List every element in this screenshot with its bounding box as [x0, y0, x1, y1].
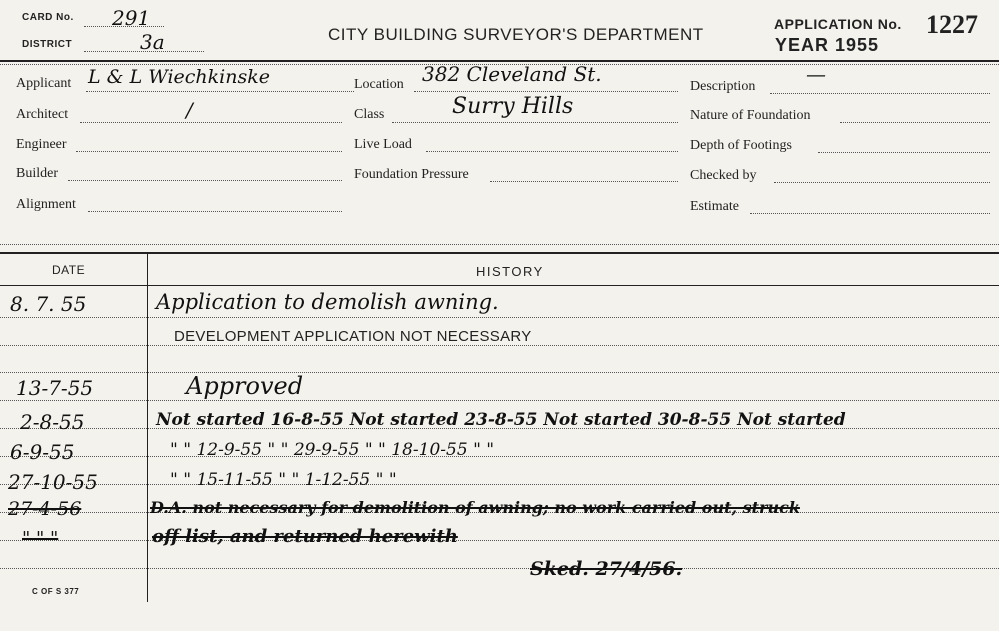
class-label: Class — [354, 107, 385, 122]
history-entry: " " 15-11-55 " " 1-12-55 " " — [170, 470, 397, 490]
checked-by-label: Checked by — [690, 168, 757, 183]
live-load-label: Live Load — [354, 137, 412, 152]
row-rule — [0, 456, 999, 457]
history-date: 27-4-56 — [8, 498, 82, 520]
history-entry: Approved — [186, 372, 304, 400]
fields-bottom-dotted — [0, 244, 999, 245]
engineer-label: Engineer — [16, 137, 67, 152]
description-rule — [770, 93, 990, 94]
applicant-rule — [86, 91, 354, 92]
row-rule — [0, 568, 999, 569]
form-code: C OF S 377 — [32, 587, 80, 596]
history-entry: off list, and returned herewith — [152, 526, 458, 547]
history-entry: D.A. not necessary for demolition of awning; no work carried out, struck — [150, 498, 800, 517]
foundation-pressure-rule — [490, 181, 678, 182]
department-title: CITY BUILDING SURVEYOR'S DEPARTMENT — [328, 25, 704, 44]
engineer-rule — [76, 151, 342, 152]
alignment-label: Alignment — [16, 197, 76, 212]
history-entry: Application to demolish awning. — [156, 290, 499, 314]
alignment-rule — [88, 211, 342, 212]
history-date: 27-10-55 — [8, 470, 98, 494]
history-entry: Not started 16-8-55 Not started 23-8-55 Not started 30-8-55 Not started — [156, 410, 846, 430]
history-date: 2-8-55 — [20, 410, 85, 434]
depth-of-footings-label: Depth of Footings — [690, 138, 792, 153]
history-top-rule — [0, 252, 999, 254]
depth-of-footings-rule — [818, 152, 990, 153]
row-rule — [0, 540, 999, 541]
class-rule — [392, 122, 678, 123]
class-value: Surry Hills — [452, 94, 574, 119]
development-stamp: DEVELOPMENT APPLICATION NOT NECESSARY — [174, 328, 532, 345]
applicant-label: Applicant — [16, 76, 72, 91]
date-column-divider — [147, 252, 148, 602]
history-entry: " " 12-9-55 " " 29-9-55 " " 18-10-55 " " — [170, 440, 495, 460]
nature-of-foundation-label: Nature of Foundation — [690, 108, 811, 123]
card-no-rule — [84, 26, 164, 27]
row-rule — [0, 484, 999, 485]
history-header: HISTORY — [476, 264, 544, 279]
history-header-rule — [0, 285, 999, 286]
history-date: 6-9-55 — [10, 440, 75, 464]
history-date: 8. 7. 55 — [10, 292, 87, 316]
row-rule — [0, 400, 999, 401]
card-no-value: 291 — [112, 6, 151, 30]
location-label: Location — [354, 77, 404, 92]
year-label: YEAR 1955 — [775, 35, 880, 55]
builder-label: Builder — [16, 166, 58, 181]
row-rule — [0, 345, 999, 346]
nature-of-foundation-rule — [840, 122, 990, 123]
district-value: 3a — [140, 30, 165, 54]
district-label: DISTRICT — [22, 39, 73, 50]
card-no-label: CARD No. — [22, 12, 74, 23]
location-rule — [414, 91, 678, 92]
date-header: DATE — [52, 263, 86, 277]
architect-label: Architect — [16, 107, 69, 122]
description-label: Description — [690, 79, 756, 94]
description-value: — — [806, 62, 826, 86]
builder-rule — [68, 180, 342, 181]
architect-rule — [80, 122, 342, 123]
applicant-value: L & L Wiechkinske — [88, 66, 270, 88]
estimate-rule — [750, 213, 990, 214]
checked-by-rule — [774, 182, 990, 183]
application-no-value: 1227 — [926, 10, 978, 39]
history-date: 13-7-55 — [16, 376, 94, 400]
application-no-label: APPLICATION No. — [774, 16, 902, 32]
district-rule — [84, 51, 204, 52]
row-rule — [0, 317, 999, 318]
history-date: " " " — [22, 528, 59, 549]
architect-value: / — [186, 98, 193, 122]
estimate-label: Estimate — [690, 199, 739, 214]
row-rule — [0, 372, 999, 373]
foundation-pressure-label: Foundation Pressure — [354, 167, 469, 182]
live-load-rule — [426, 151, 678, 152]
location-value: 382 Cleveland St. — [422, 62, 602, 86]
signature-entry: Sked. 27/4/56. — [530, 558, 683, 580]
